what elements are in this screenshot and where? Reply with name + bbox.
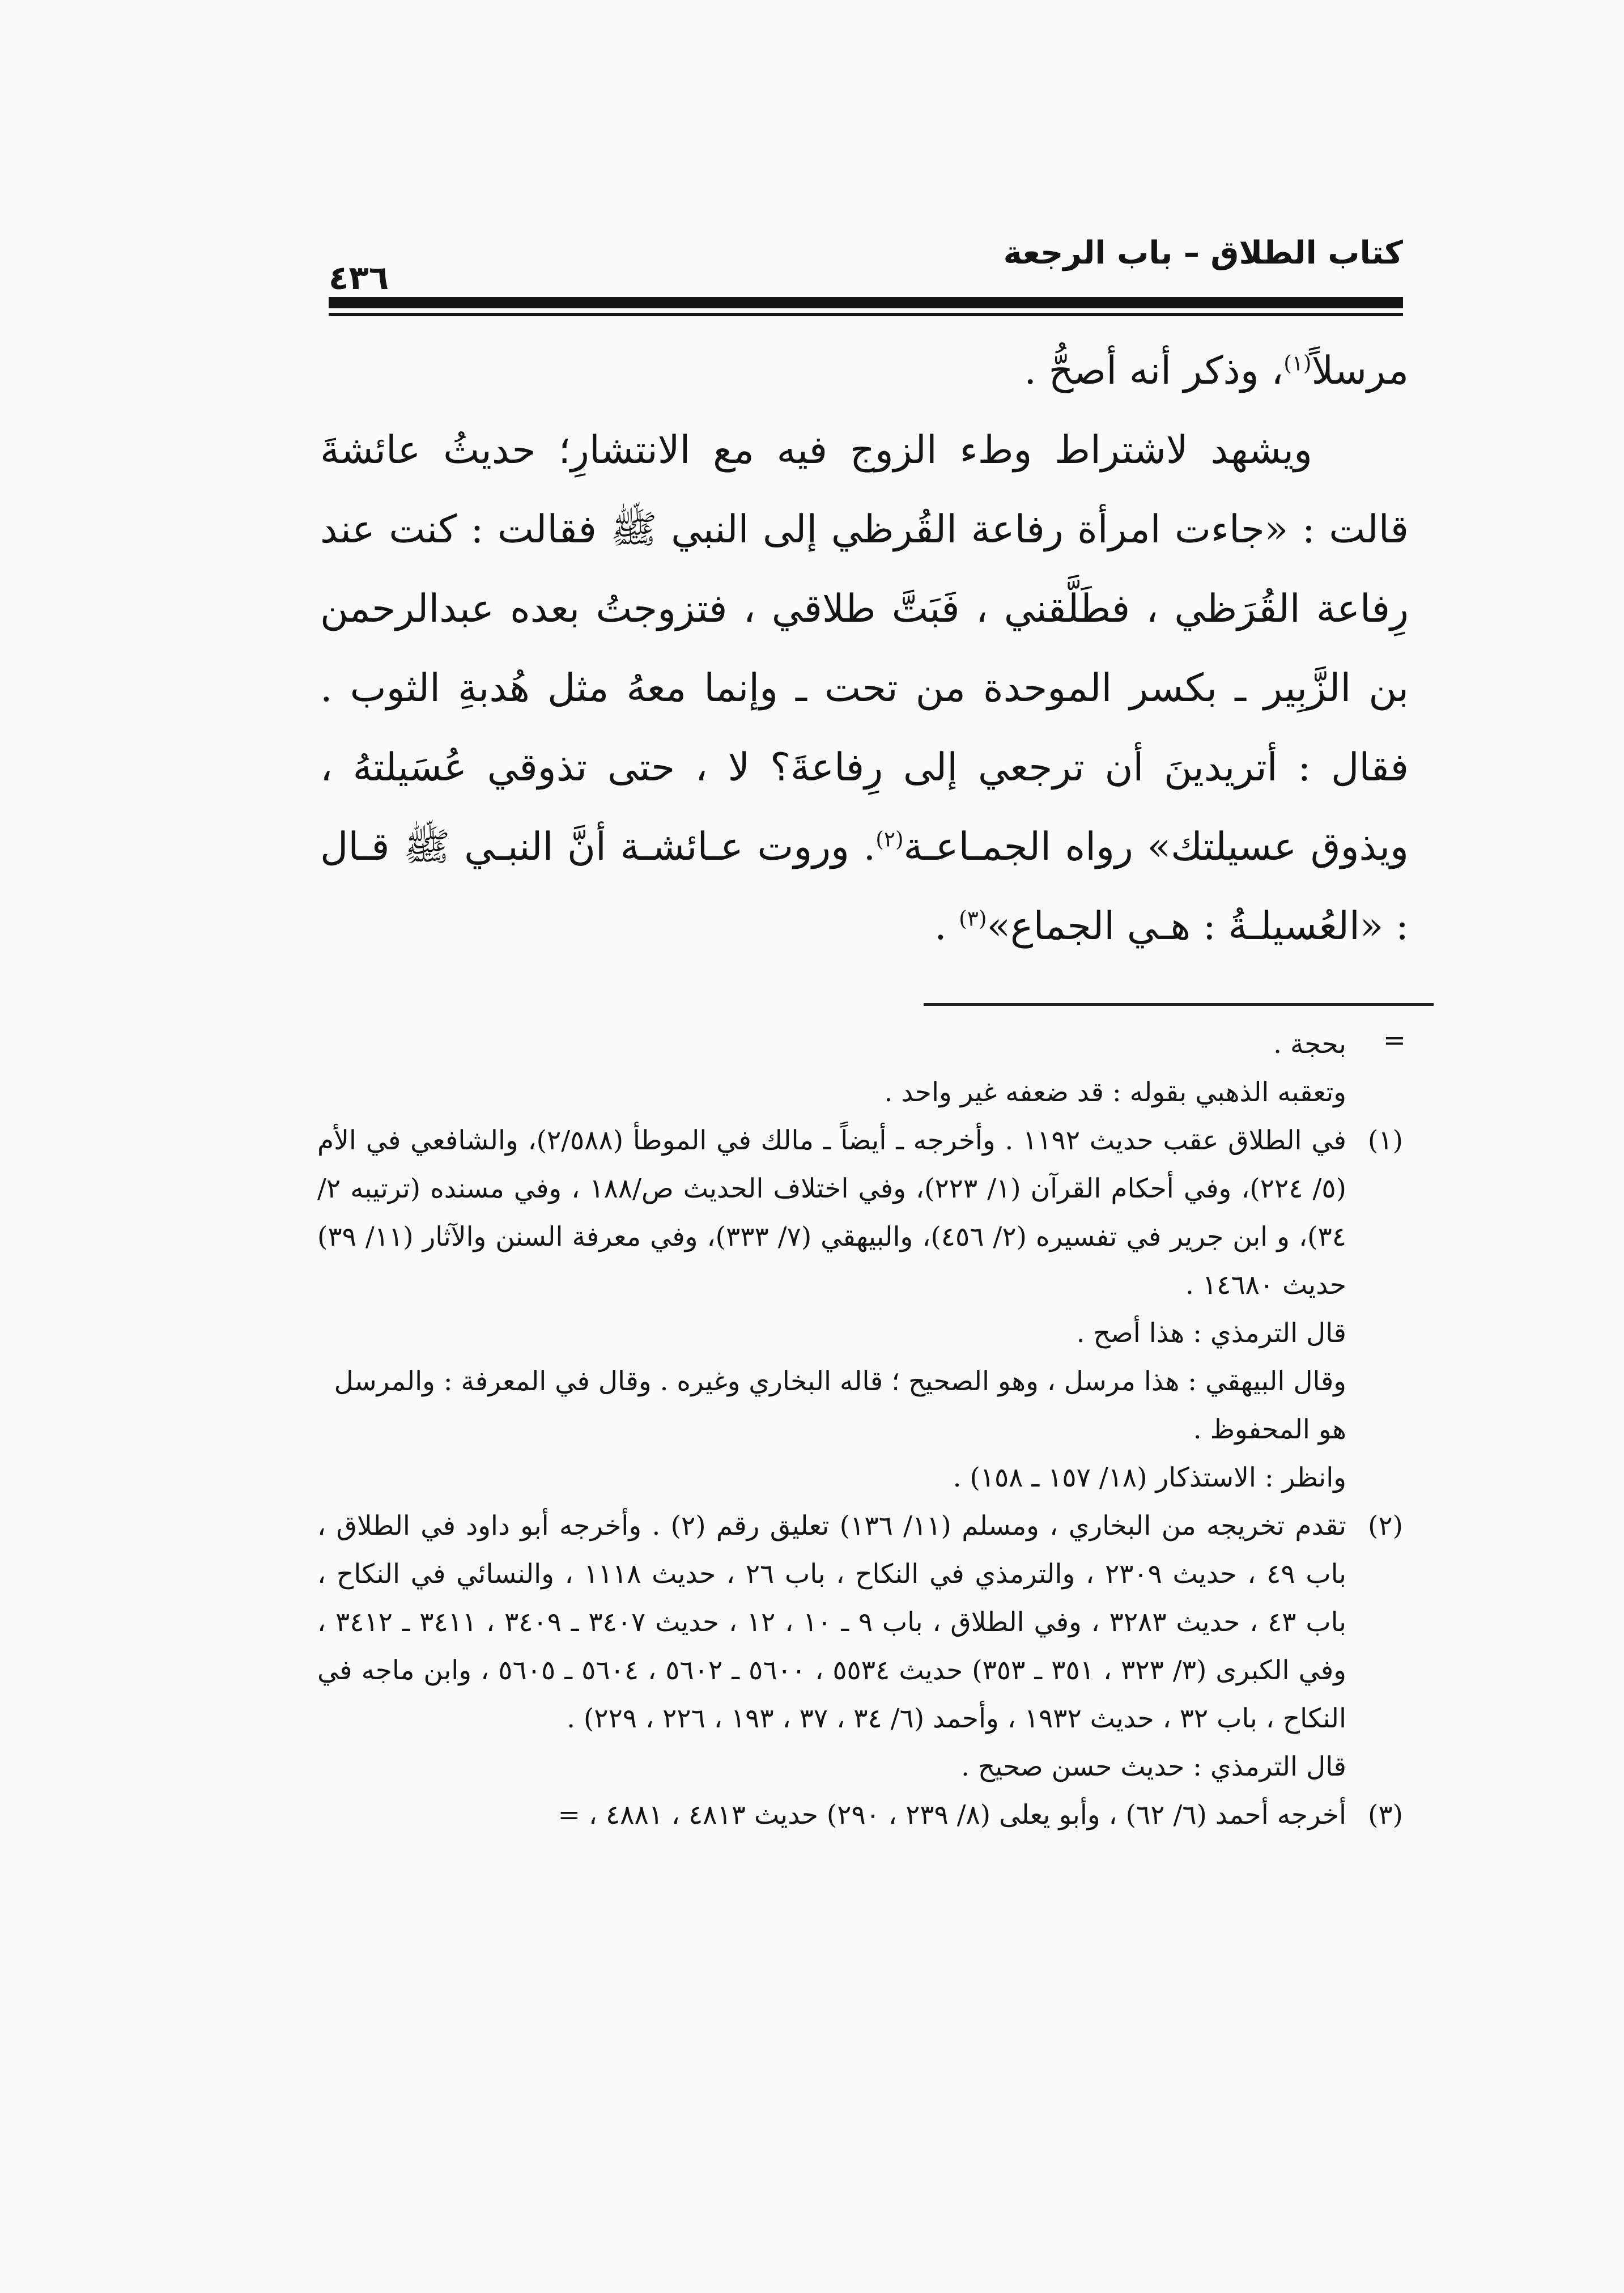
- footnote-2: [317, 1502, 1403, 1743]
- footnote-number-3: (٣): [1368, 1799, 1403, 1831]
- footnote-2-text: تقدم تخريجه من البخاري ، ومسلم (١١/ ١٣٦) تعليق رقم (٢) . وأخرجه أبو داود في الطلاق ، باب ٤٩ ، حديث ٢٣٠٩ ، والترمذي في النكاح ، باب ٢٦ ، حديث ١١١٨ ، والنسائي في النكاح ، باب ٤٣ ، حديث ٣٢٨٣ ، وفي الطلاق ، باب ٩ ـ ١٠ ، ١٢ ، حديث ٣٤٠٧ ـ ٣٤٠٩ ، ٣٤١١ ـ ٣٤١٢ ، وفي الكبرى (٣/ ٣٢٣ ، ٣٥١ ـ ٣٥٣) حديث ٥٥٣٤ ، ٥٦٠٠ ـ ٥٦٠٢ ، ٥٦٠٤ ـ ٥٦٠٥ ، وابن ماجه في النكاح ، باب ٣٢ ، حديث ١٩٣٢ ، وأحمد (٦/ ٣٤ ، ٣٧ ، ١٩٣ ، ٢٢٦ ، ٢٢٩) .: [317, 1510, 1346, 1734]
- footnote-2-sub-1: قال الترمذي : حديث حسن صحيح .: [961, 1751, 1346, 1782]
- footnote-divider: [924, 1003, 1434, 1006]
- header-rule-thick: [329, 297, 1403, 308]
- main-p1-text: مرسلاً: [1311, 349, 1409, 393]
- main-paragraph-1: [320, 332, 1409, 411]
- running-title: كتاب الطلاق – باب الرجعة: [1003, 235, 1403, 271]
- main-p2-text-end: .: [934, 904, 959, 949]
- footnotes: [317, 1020, 1403, 1839]
- footnote-continuation-line-1: بحجة .: [1273, 1029, 1346, 1060]
- footnote-1-text: في الطلاق عقب حديث ١١٩٢ . وأخرجه ـ أيضاً ـ مالك في الموطأ (٢/٥٨٨)، والشافعي في الأم (٥/ ٢٢٤)، وفي أحكام القرآن (١/ ٢٢٣)، وفي اختلاف الحديث ص/١٨٨ ، وفي مسنده (ترتيبه ٢/ ٣٤)، و ابن جرير في تفسيره (٢/ ٤٥٦)، والبيهقي (٧/ ٣٣٣)، وفي معرفة السنن والآثار (١١/ ٣٩) حديث ١٤٦٨٠ .: [317, 1125, 1346, 1301]
- footnote-3-text: أخرجه أحمد (٦/ ٦٢) ، وأبو يعلى (٨/ ٢٣٩ ، ٢٩٠) حديث ٤٨١٣ ، ٤٨٨١ ، =: [558, 1799, 1346, 1831]
- main-paragraph-2: [320, 411, 1409, 966]
- page-header: [329, 227, 1403, 323]
- footnote-1: [317, 1116, 1403, 1309]
- footnote-1-sub-2: وقال البيهقي : هذا مرسل ، وهو الصحيح ؛ قاله البخاري وغيره . وقال في المعرفة : والمرسل هو المحفوظ .: [334, 1366, 1346, 1445]
- footnote-ref-3: (٣): [959, 906, 987, 931]
- footnote-number-1: (١): [1368, 1125, 1403, 1156]
- continuation-marker: =: [1383, 1025, 1406, 1056]
- header-rule-thin: [329, 313, 1403, 316]
- footnote-number-2: (٢): [1368, 1510, 1403, 1542]
- footnote-3: [317, 1791, 1403, 1839]
- main-p2-text-middle: . وروت عـائشـة أنَّ النبـي ﷺ قـال : «العُسيلـةُ : هـي الجماع»: [320, 825, 1409, 949]
- footnote-ref-1: (١): [1283, 350, 1312, 376]
- footnote-continuation-line-2: وتعقبه الذهبي بقوله : قد ضعفه غير واحد .: [884, 1077, 1346, 1108]
- page-number: ٤٣٦: [329, 258, 389, 297]
- footnote-1-sub-3: وانظر : الاستذكار (١٨/ ١٥٧ ـ ١٥٨) .: [953, 1462, 1346, 1493]
- footnote-1-sub-1: قال الترمذي : هذا أصح .: [1076, 1318, 1346, 1349]
- main-text: [320, 332, 1409, 966]
- main-p1-text-end: ، وذكر أنه أصحُّ .: [1024, 349, 1284, 393]
- footnote-ref-2: (٢): [875, 826, 904, 852]
- main-p2-text: ويشهد لاشتراط وطء الزوج فيه مع الانتشارِ؛ حديثُ عائشةَ قالت : «جاءت امرأة رفاعة القُرظي إلى النبي ﷺ فقالت : كنت عند رِفاعة القُرَظي ، فطَلَّقني ، فَبَتَّ طلاقي ، فتزوجتُ بعده عبدالرحمن بن الزَّبِير ـ بكسر الموحدة من تحت ـ وإنما معهُ مثل هُدبةِ الثوب . فقال : أتريدينَ أن ترجعي إلى رِفاعةَ؟ لا ، حتى تذوقي عُسَيلتهُ ، ويذوق عسيلتك» رواه الجمـاعـة: [320, 428, 1409, 869]
